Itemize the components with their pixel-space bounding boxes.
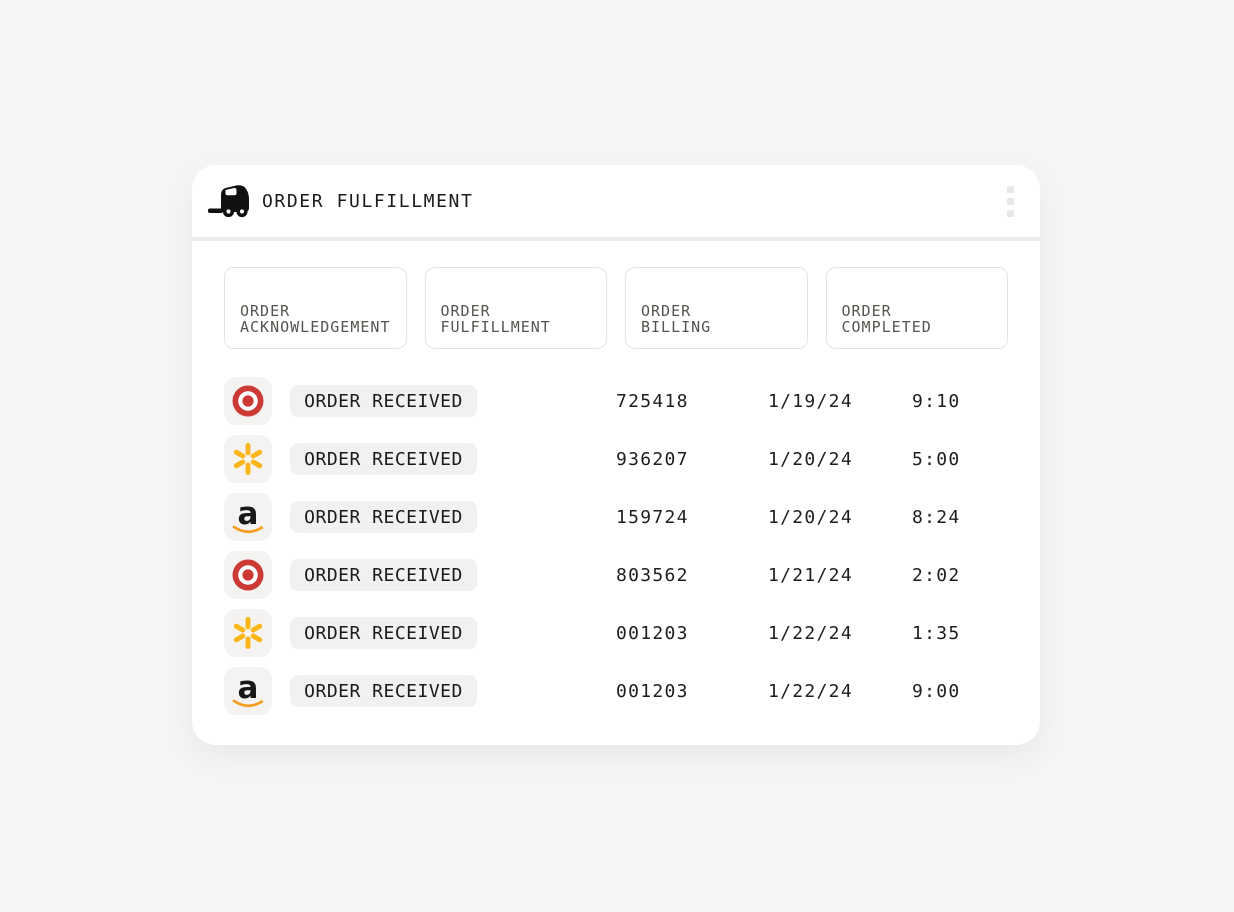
- tab-label-line1: ORDER: [440, 302, 491, 320]
- status-badge: ORDER RECEIVED: [290, 675, 477, 707]
- delivery-truck-icon: [208, 181, 254, 221]
- order-number: 936207: [616, 448, 689, 470]
- order-row[interactable]: [224, 609, 1008, 657]
- vendor-tile-walmart: [224, 609, 272, 657]
- kebab-dot: [1007, 186, 1014, 193]
- order-row[interactable]: [224, 377, 1008, 425]
- kebab-dot: [1007, 198, 1014, 205]
- vendor-tile-walmart: [224, 435, 272, 483]
- order-number: 001203: [616, 622, 689, 644]
- kebab-menu-icon[interactable]: [1001, 180, 1020, 223]
- walmart-logo-icon: [231, 616, 265, 650]
- vendor-tile-target: [224, 377, 272, 425]
- order-date: 1/20/24: [768, 448, 853, 470]
- status-badge: ORDER RECEIVED: [290, 501, 477, 533]
- order-row[interactable]: [224, 551, 1008, 599]
- tab-label-line2: FULFILLMENT: [440, 318, 551, 336]
- page-title: ORDER FULFILLMENT: [262, 190, 474, 212]
- tab-label-line2: COMPLETED: [841, 318, 932, 336]
- vendor-tile-amazon: [224, 667, 272, 715]
- tab-label-line2: BILLING: [641, 318, 712, 336]
- tab-label-line1: ORDER: [240, 302, 291, 320]
- tab-label-line2: ACKNOWLEDGEMENT: [240, 318, 391, 336]
- order-number: 001203: [616, 680, 689, 702]
- amazon-logo-icon: a: [232, 674, 264, 708]
- vendor-tile-amazon: [224, 493, 272, 541]
- order-time: 9:10: [912, 390, 961, 412]
- walmart-logo-icon: [231, 442, 265, 476]
- kebab-dot: [1007, 210, 1014, 217]
- status-badge: ORDER RECEIVED: [290, 443, 477, 475]
- stage-tabs: [224, 267, 1008, 349]
- order-date: 1/20/24: [768, 506, 853, 528]
- order-time: 2:02: [912, 564, 961, 586]
- target-logo-icon: [231, 384, 265, 418]
- status-badge: ORDER RECEIVED: [290, 559, 477, 591]
- order-time: 5:00: [912, 448, 961, 470]
- order-row[interactable]: [224, 493, 1008, 541]
- status-badge: ORDER RECEIVED: [290, 617, 477, 649]
- order-fulfillment-card: [192, 165, 1040, 745]
- card-header: [192, 165, 1040, 241]
- order-number: 159724: [616, 506, 689, 528]
- order-time: 8:24: [912, 506, 961, 528]
- order-number: 725418: [616, 390, 689, 412]
- order-date: 1/19/24: [768, 390, 853, 412]
- status-badge: ORDER RECEIVED: [290, 385, 477, 417]
- order-time: 9:00: [912, 680, 961, 702]
- tab-label-line1: ORDER: [841, 302, 892, 320]
- target-logo-icon: [231, 558, 265, 592]
- order-date: 1/22/24: [768, 622, 853, 644]
- amazon-logo-icon: a: [232, 500, 264, 534]
- orders-list: [224, 377, 1008, 715]
- tab-order-fulfillment[interactable]: [425, 267, 608, 349]
- order-date: 1/21/24: [768, 564, 853, 586]
- vendor-tile-target: [224, 551, 272, 599]
- card-body: [192, 241, 1040, 715]
- order-row[interactable]: [224, 667, 1008, 715]
- order-row[interactable]: [224, 435, 1008, 483]
- tab-order-completed[interactable]: [826, 267, 1009, 349]
- tab-label-line1: ORDER: [641, 302, 692, 320]
- order-number: 803562: [616, 564, 689, 586]
- order-date: 1/22/24: [768, 680, 853, 702]
- tab-order-billing[interactable]: [625, 267, 808, 349]
- order-time: 1:35: [912, 622, 961, 644]
- tab-order-acknowledgement[interactable]: [224, 267, 407, 349]
